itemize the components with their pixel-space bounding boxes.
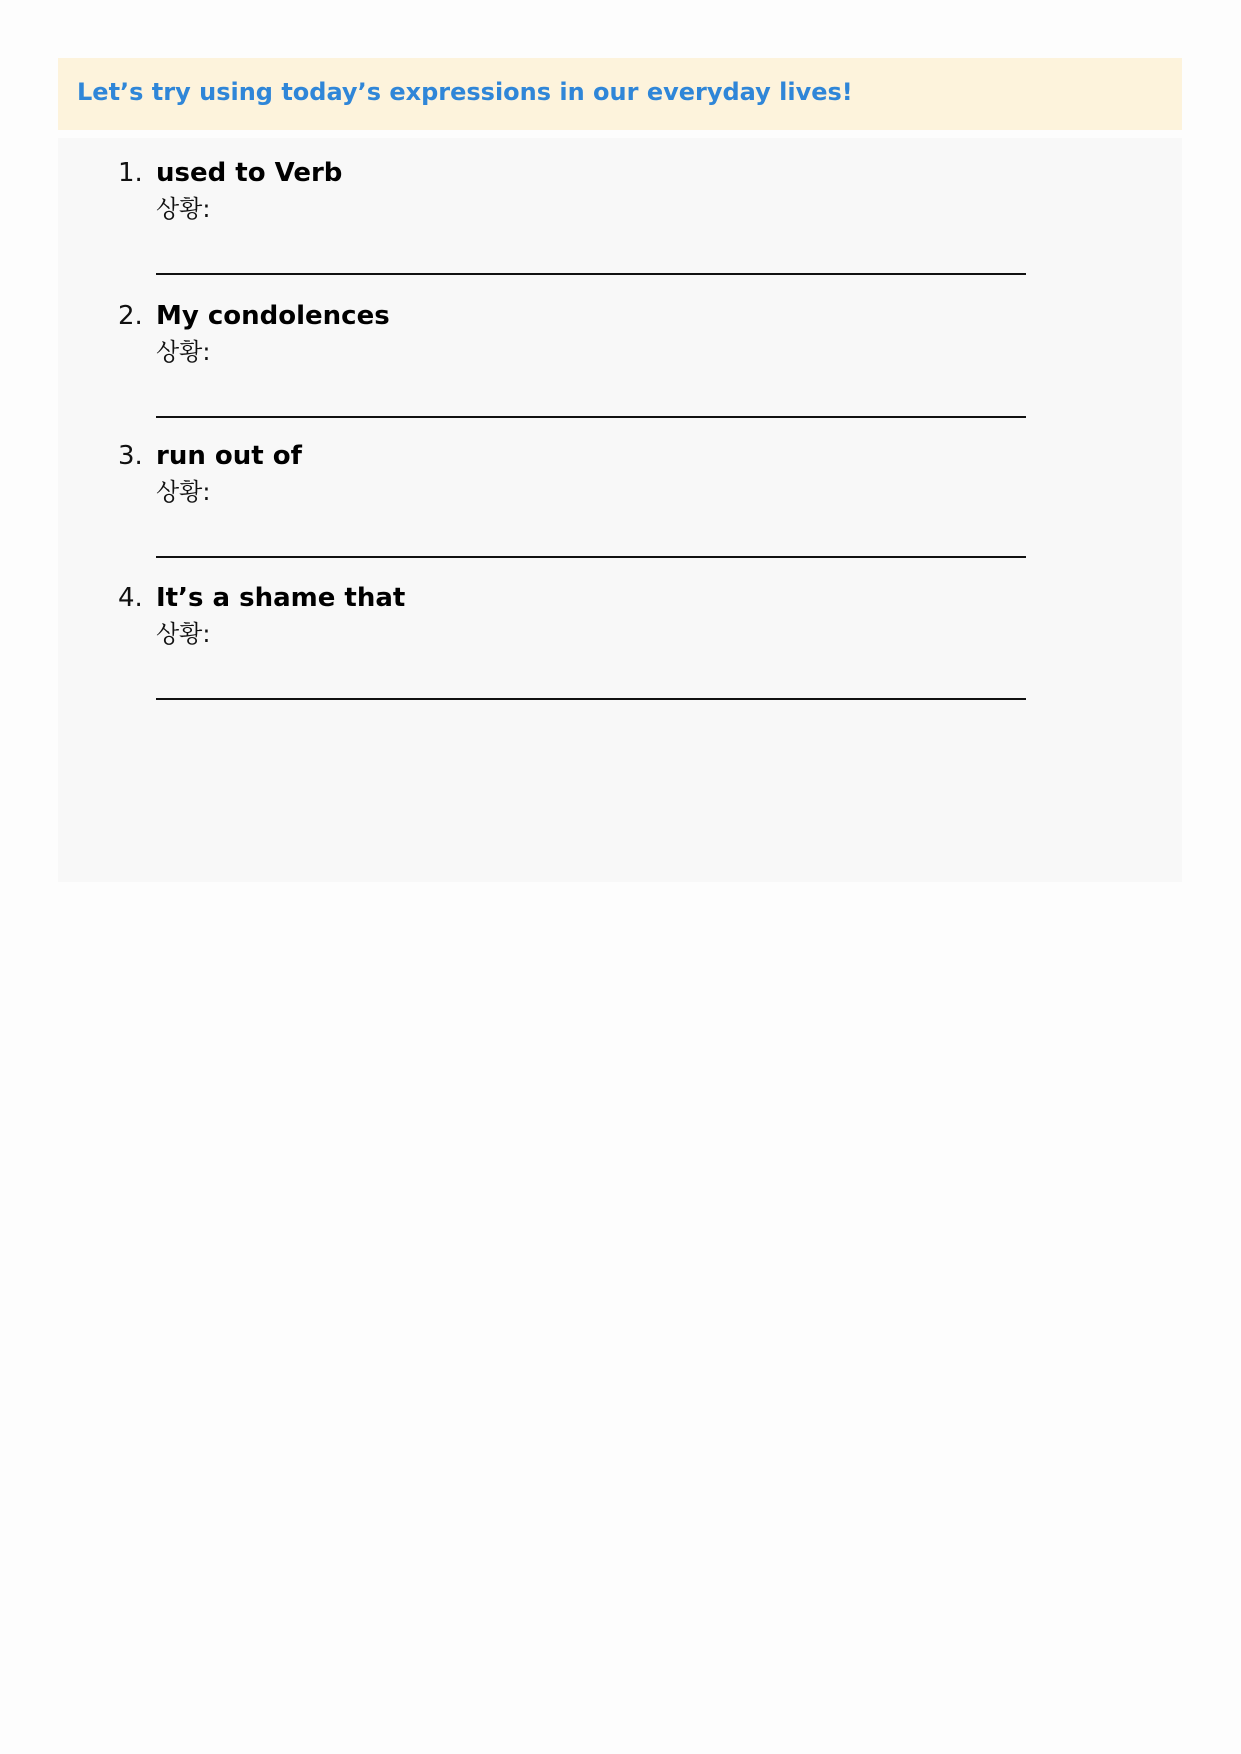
item-title: run out of <box>156 441 302 471</box>
item-situation-label: 상황: <box>156 338 211 366</box>
expressions-panel <box>58 138 1182 882</box>
answer-line[interactable] <box>156 273 1026 275</box>
banner <box>58 58 1182 130</box>
item-situation-label: 상황: <box>156 195 211 223</box>
answer-line[interactable] <box>156 698 1026 700</box>
item-number: 4. <box>118 583 143 613</box>
item-number: 1. <box>118 158 143 188</box>
answer-line[interactable] <box>156 416 1026 418</box>
item-number: 3. <box>118 441 143 471</box>
item-title: My condolences <box>156 301 390 331</box>
item-situation-label: 상황: <box>156 620 211 648</box>
item-number: 2. <box>118 301 143 331</box>
item-situation-label: 상황: <box>156 478 211 506</box>
banner-title: Let’s try using today’s expressions in our everyday lives! <box>77 78 853 106</box>
item-title: used to Verb <box>156 158 343 188</box>
item-title: It’s a shame that <box>156 583 406 613</box>
answer-line[interactable] <box>156 556 1026 558</box>
